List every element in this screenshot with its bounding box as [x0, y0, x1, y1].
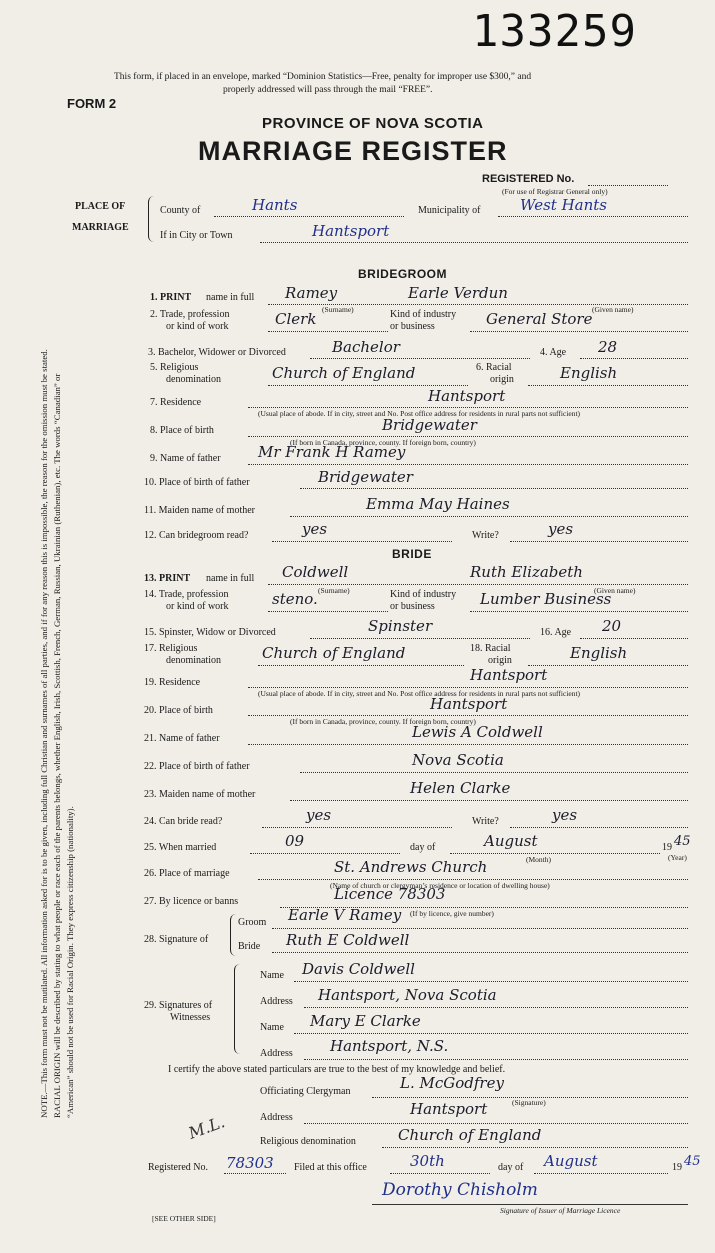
bride-residence: Hantsport: [470, 666, 548, 684]
groom-surname: Ramey: [285, 284, 338, 302]
bride-given-names: Ruth Elizabeth: [470, 563, 583, 581]
clergy-address-line: [304, 1123, 688, 1124]
bride-status: Spinster: [368, 617, 433, 635]
m-f26-label: 26. Place of marriage: [144, 868, 230, 879]
mailing-notice-line2: properly addressed will pass through the mail “FREE”.: [223, 85, 433, 95]
certification-statement: I certify the above stated particulars are true to the best of my knowledge and belief.: [168, 1064, 506, 1075]
signature-caption: (Signature): [512, 1098, 546, 1107]
bride-can-read: yes: [306, 806, 332, 824]
g-birthplace-caption: (If born in Canada, province, county. If foreign born, country): [290, 438, 476, 447]
witness1-address: Hantsport, Nova Scotia: [318, 986, 497, 1004]
bride-father: Lewis A Coldwell: [412, 723, 543, 741]
filed-day-line: [390, 1173, 490, 1174]
m-day-label: day of: [410, 842, 436, 853]
groom-birthplace: Bridgewater: [382, 416, 477, 434]
province-heading: PROVINCE OF NOVA SCOTIA: [262, 115, 484, 132]
registered-no-value: 78303: [226, 1154, 274, 1172]
g-f1-label: name in full: [206, 292, 255, 303]
groom-residence: Hantsport: [428, 387, 506, 405]
b-f21-label: 21. Name of father: [144, 733, 220, 744]
w1-name-line: [294, 981, 688, 982]
side-note-part1: NOTE.—This form must not be mutilated. All information asked for is to be given, including full Christian and surnames of all parties, and if for any reason this is impossible, the reason for the omission must be stated.: [39, 349, 49, 1118]
bridegroom-heading: BRIDEGROOM: [358, 267, 447, 281]
g-write-label: Write?: [472, 530, 499, 541]
g-industry-label-a: Kind of industry: [390, 309, 457, 320]
b-f16-label: 16. Age: [540, 627, 572, 638]
m-f28-label: 28. Signature of: [144, 934, 209, 945]
g-f8-label: 8. Place of birth: [150, 425, 214, 436]
witness1-name: Davis Coldwell: [302, 960, 415, 978]
g-fbirth-line: [300, 488, 688, 489]
place-of-marriage-label-1: PLACE OF: [75, 201, 126, 212]
g-f12-label: 12. Can bridegroom read?: [144, 530, 249, 541]
g-religion-line: [268, 385, 468, 386]
b-f13-label: name in full: [206, 573, 255, 584]
filed-month-line: [534, 1173, 668, 1174]
g-racial-line: [528, 385, 688, 386]
municipality-line: [498, 216, 688, 217]
g-father-line: [248, 464, 688, 465]
registered-no-label: REGISTERED No.: [482, 173, 575, 185]
m-month-caption: (Month): [526, 855, 551, 864]
groom-religion: Church of England: [272, 364, 416, 382]
bride-heading: BRIDE: [392, 547, 432, 561]
m-year-prefix: 19: [662, 842, 672, 853]
denomination-line: [382, 1147, 688, 1148]
g-mother-line: [290, 516, 688, 517]
m-f27-label: 27. By licence or banns: [144, 896, 239, 907]
b-f22-label: 22. Place of birth of father: [144, 761, 250, 772]
groom-father-birthplace: Bridgewater: [318, 468, 413, 486]
g-f10-label: 10. Place of birth of father: [144, 477, 250, 488]
margin-initials: M.L.: [185, 1112, 228, 1143]
issuer-signature: Dorothy Chisholm: [382, 1180, 538, 1200]
city-label: If in City or Town: [160, 230, 233, 241]
b-industry-label-b: or business: [390, 601, 435, 612]
b-f18-label-a: 18. Racial: [470, 643, 511, 654]
b-f15-label: 15. Spinster, Widow or Divorced: [144, 627, 276, 638]
g-f4-label: 4. Age: [540, 347, 567, 358]
w1-address-line: [304, 1007, 688, 1008]
b-mother-line: [290, 800, 688, 801]
page-title: MARRIAGE REGISTER: [198, 136, 508, 166]
filed-year: 45: [684, 1154, 701, 1169]
g-f2-label-a: 2. Trade, profession: [150, 309, 230, 320]
m-year-caption: (Year): [668, 853, 687, 862]
groom-can-read: yes: [302, 520, 328, 538]
b-name-line: [268, 584, 688, 585]
b-f19-label: 19. Residence: [144, 677, 201, 688]
b-f18-label-b: origin: [488, 655, 512, 666]
b-f17-label-a: 17. Religious: [144, 643, 198, 654]
groom-mother: Emma May Haines: [366, 495, 510, 513]
g-f9-label: 9. Name of father: [150, 453, 221, 464]
b-age-line: [580, 638, 688, 639]
b-religion-line: [258, 665, 464, 666]
b-status-line: [310, 638, 530, 639]
bride-racial-origin: English: [570, 644, 628, 662]
municipality-value: West Hants: [520, 196, 607, 214]
registered-no-note: (For use of Registrar General only): [502, 187, 608, 196]
m-bride-line: [272, 952, 688, 953]
b-surname-caption: (Surname): [318, 586, 350, 595]
b-industry-label-a: Kind of industry: [390, 589, 457, 600]
municipality-label: Municipality of: [418, 205, 481, 216]
witness2-address: Hantsport, N.S.: [330, 1037, 449, 1055]
g-f3-label: 3. Bachelor, Widower or Divorced: [148, 347, 286, 358]
side-note: [38, 338, 77, 1118]
groom-status: Bachelor: [332, 338, 400, 356]
m-month-line: [450, 853, 660, 854]
groom-father: Mr Frank H Ramey: [258, 443, 406, 461]
marriage-licence: Licence 78303: [334, 885, 446, 903]
filed-day: 30th: [410, 1152, 445, 1170]
registered-no-bottom-label: Registered No.: [148, 1162, 208, 1173]
marriage-year: 45: [674, 834, 691, 849]
bride-signature: Ruth E Coldwell: [286, 931, 410, 949]
m-place-line: [258, 879, 688, 880]
clergyman-label: Officiating Clergyman: [260, 1086, 351, 1097]
witness2-name: Mary E Clarke: [310, 1012, 421, 1030]
bride-can-write: yes: [552, 806, 578, 824]
m-f29-label-b: Witnesses: [170, 1012, 211, 1023]
issuer-line: [372, 1204, 688, 1205]
form-number: FORM 2: [67, 96, 117, 111]
m-licence-caption: (If by licence, give number): [410, 909, 494, 918]
g-f11-label: 11. Maiden name of mother: [144, 505, 255, 516]
m-groom-line: [272, 928, 688, 929]
g-f7-label: 7. Residence: [150, 397, 202, 408]
city-line: [260, 242, 688, 243]
w2-name-line: [294, 1033, 688, 1034]
signature-brace: [230, 914, 236, 956]
bride-mother: Helen Clarke: [410, 779, 511, 797]
g-status-line: [310, 358, 530, 359]
b-f23-label: 23. Maiden name of mother: [144, 789, 256, 800]
b-f13-label-bold: 13. PRINT: [144, 573, 191, 584]
bride-trade: steno.: [272, 590, 318, 608]
clergy-denomination: Church of England: [398, 1126, 542, 1144]
clergyman-signature: L. McGodfrey: [400, 1074, 504, 1092]
groom-industry: General Store: [486, 310, 593, 328]
g-f6-label-b: origin: [490, 374, 514, 385]
groom-age: 28: [598, 338, 618, 356]
g-f5-label-a: 5. Religious: [150, 362, 199, 373]
groom-trade: Clerk: [275, 310, 317, 328]
groom-racial-origin: English: [560, 364, 618, 382]
b-f24-label: 24. Can bride read?: [144, 816, 223, 827]
b-birthplace-caption: (If born in Canada, province, county. If foreign born, country): [290, 717, 476, 726]
g-read-line: [272, 541, 452, 542]
m-bride-label: Bride: [238, 941, 261, 952]
g-f1-label-bold: 1. PRINT: [150, 292, 192, 303]
b-residence-line: [248, 687, 688, 688]
g-f2-label-b: or kind of work: [166, 321, 229, 332]
groom-can-write: yes: [548, 520, 574, 538]
denomination-label: Religious denomination: [260, 1136, 356, 1147]
m-f25-label: 25. When married: [144, 842, 217, 853]
county-line: [214, 216, 404, 217]
bride-surname: Coldwell: [282, 563, 349, 581]
b-read-line: [262, 827, 452, 828]
g-given-caption: (Given name): [592, 305, 634, 314]
bride-industry: Lumber Business: [480, 590, 612, 608]
marriage-day: 09: [285, 832, 305, 850]
see-other-side: [SEE OTHER SIDE]: [152, 1214, 216, 1223]
registered-no-line: [588, 185, 668, 186]
g-f5-label-b: denomination: [166, 374, 221, 385]
reg-no-line: [224, 1173, 286, 1174]
b-write-line: [510, 827, 688, 828]
county-value: Hants: [252, 196, 298, 214]
m-place-caption: (Name of church or clergyman’s residence or location of dwelling house): [330, 881, 550, 890]
groom-given-names: Earle Verdun: [408, 284, 508, 302]
g-trade-line: [268, 331, 388, 332]
mailing-notice-line1: This form, if placed in an envelope, marked “Dominion Statistics—Free, penalty for improper use $300,” and: [114, 72, 532, 82]
w1-address-label: Address: [260, 996, 293, 1007]
place-brace: [148, 196, 155, 242]
b-father-line: [248, 744, 688, 745]
g-write-line: [510, 541, 688, 542]
issuer-caption: Signature of Issuer of Marriage Licence: [500, 1206, 621, 1215]
marriage-month: August: [484, 832, 538, 850]
b-f14-label-a: 14. Trade, profession: [144, 589, 229, 600]
g-age-line: [580, 358, 688, 359]
g-surname-caption: (Surname): [322, 305, 354, 314]
marriage-place: St. Andrews Church: [334, 858, 488, 876]
side-note-part2: RACIAL ORIGIN will be described by stating to what people or race each of the parents belongs, whether English, Irish, Scottish, French, German, Russian, Ukrainian (Ruthenian), etc. The words “Canadian” or “American” should not be used for Racial Origin. They express citizenship (nationality).: [52, 373, 75, 1118]
w2-name-label: Name: [260, 1022, 284, 1033]
b-trade-line: [268, 611, 388, 612]
b-residence-caption: (Usual place of abode. If in city, street and No. Post office address for residents in rural parts not sufficient): [258, 689, 581, 698]
bride-birthplace: Hantsport: [430, 695, 508, 713]
m-day-line: [250, 853, 400, 854]
w1-name-label: Name: [260, 970, 284, 981]
place-of-marriage-label-2: MARRIAGE: [72, 222, 129, 233]
clergy-address: Hantsport: [410, 1100, 488, 1118]
b-f17-label-b: denomination: [166, 655, 221, 666]
m-f29-label-a: 29. Signatures of: [144, 1000, 213, 1011]
g-residence-line: [248, 407, 688, 408]
m-groom-label: Groom: [238, 917, 267, 928]
b-fbirth-line: [300, 772, 688, 773]
g-industry-label-b: or business: [390, 321, 435, 332]
city-value: Hantsport: [312, 222, 390, 240]
filed-year-prefix: 19: [672, 1162, 682, 1173]
b-f20-label: 20. Place of birth: [144, 705, 213, 716]
g-industry-line: [470, 331, 688, 332]
w2-address-line: [304, 1059, 688, 1060]
b-birthplace-line: [248, 715, 688, 716]
filed-label: Filed at this office: [294, 1162, 367, 1173]
g-f6-label-a: 6. Racial: [476, 362, 512, 373]
bride-father-birthplace: Nova Scotia: [412, 751, 504, 769]
b-given-caption: (Given name): [594, 586, 636, 595]
groom-signature: Earle V Ramey: [288, 906, 402, 924]
w2-address-label: Address: [260, 1048, 293, 1059]
county-label: County of: [160, 205, 201, 216]
b-racial-line: [528, 665, 688, 666]
b-f14-label-b: or kind of work: [166, 601, 229, 612]
witness-brace: [234, 964, 241, 1054]
registration-stamp-number: 133259: [472, 6, 637, 57]
bride-age: 20: [602, 617, 622, 635]
b-write-label: Write?: [472, 816, 499, 827]
filed-month: August: [544, 1152, 598, 1170]
g-birthplace-line: [248, 436, 688, 437]
g-residence-caption: (Usual place of abode. If in city, street and No. Post office address for residents in rural parts not sufficient): [258, 409, 581, 418]
b-industry-line: [470, 611, 688, 612]
filed-day-label: day of: [498, 1162, 524, 1173]
clergy-address-label: Address: [260, 1112, 293, 1123]
bride-religion: Church of England: [262, 644, 406, 662]
